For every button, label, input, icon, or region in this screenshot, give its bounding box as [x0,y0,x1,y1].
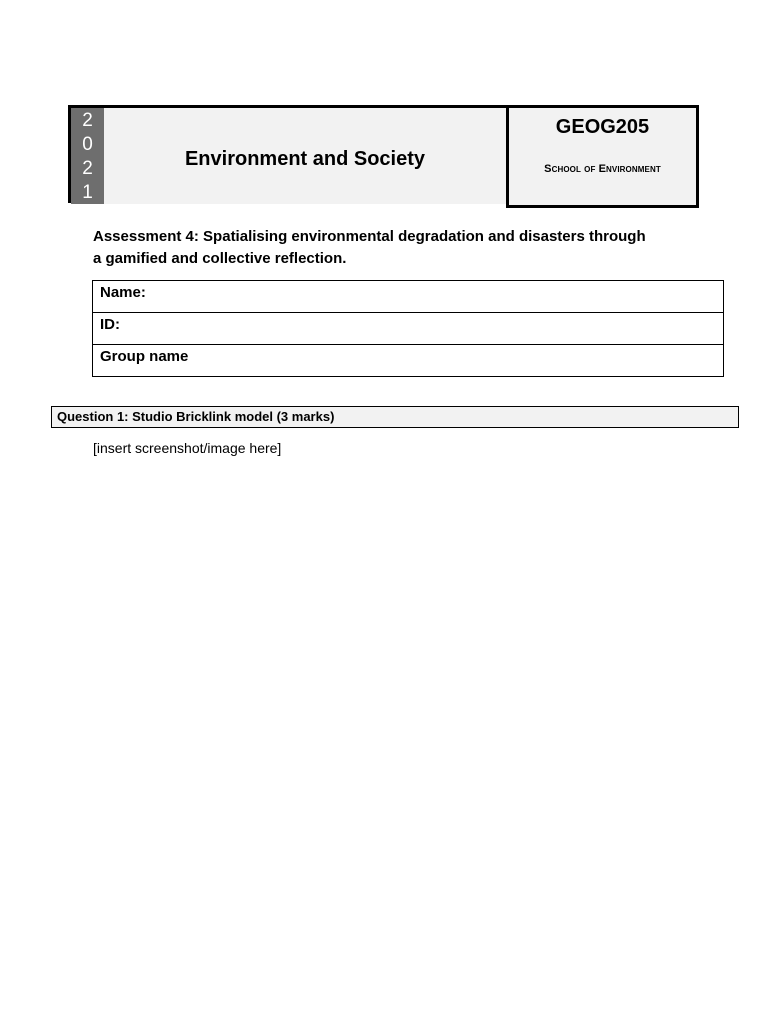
course-header [68,105,699,205]
question-1-heading [51,406,739,428]
year-digit: 1 [82,181,93,203]
course-code: GEOG205 [555,116,650,138]
table-row [93,281,724,313]
id-field[interactable]: ID: [93,313,724,345]
table-row [93,313,724,345]
assessment-title-line-1: Assessment 4: Spatialising environmental degradation and disasters through [93,228,646,245]
question-1-label: Question 1: Studio Bricklink model (3 marks) [57,409,335,424]
year-digit: 2 [82,109,93,131]
course-title-area [104,108,506,204]
image-placeholder-text[interactable]: [insert screenshot/image here] [93,440,282,456]
name-field[interactable]: Name: [93,281,724,313]
year-digit: 2 [82,157,93,179]
assessment-title-line-2: a gamified and collective reflection. [93,250,347,267]
course-code-box [506,105,699,208]
group-name-field[interactable]: Group name [93,345,724,377]
school-name: School of Environment [544,163,661,175]
course-title: Environment and Society [184,147,426,170]
year-digit: 0 [82,133,93,155]
student-info-table [92,280,724,377]
table-row [93,345,724,377]
assessment-title [93,226,693,270]
year-strip [71,108,104,204]
